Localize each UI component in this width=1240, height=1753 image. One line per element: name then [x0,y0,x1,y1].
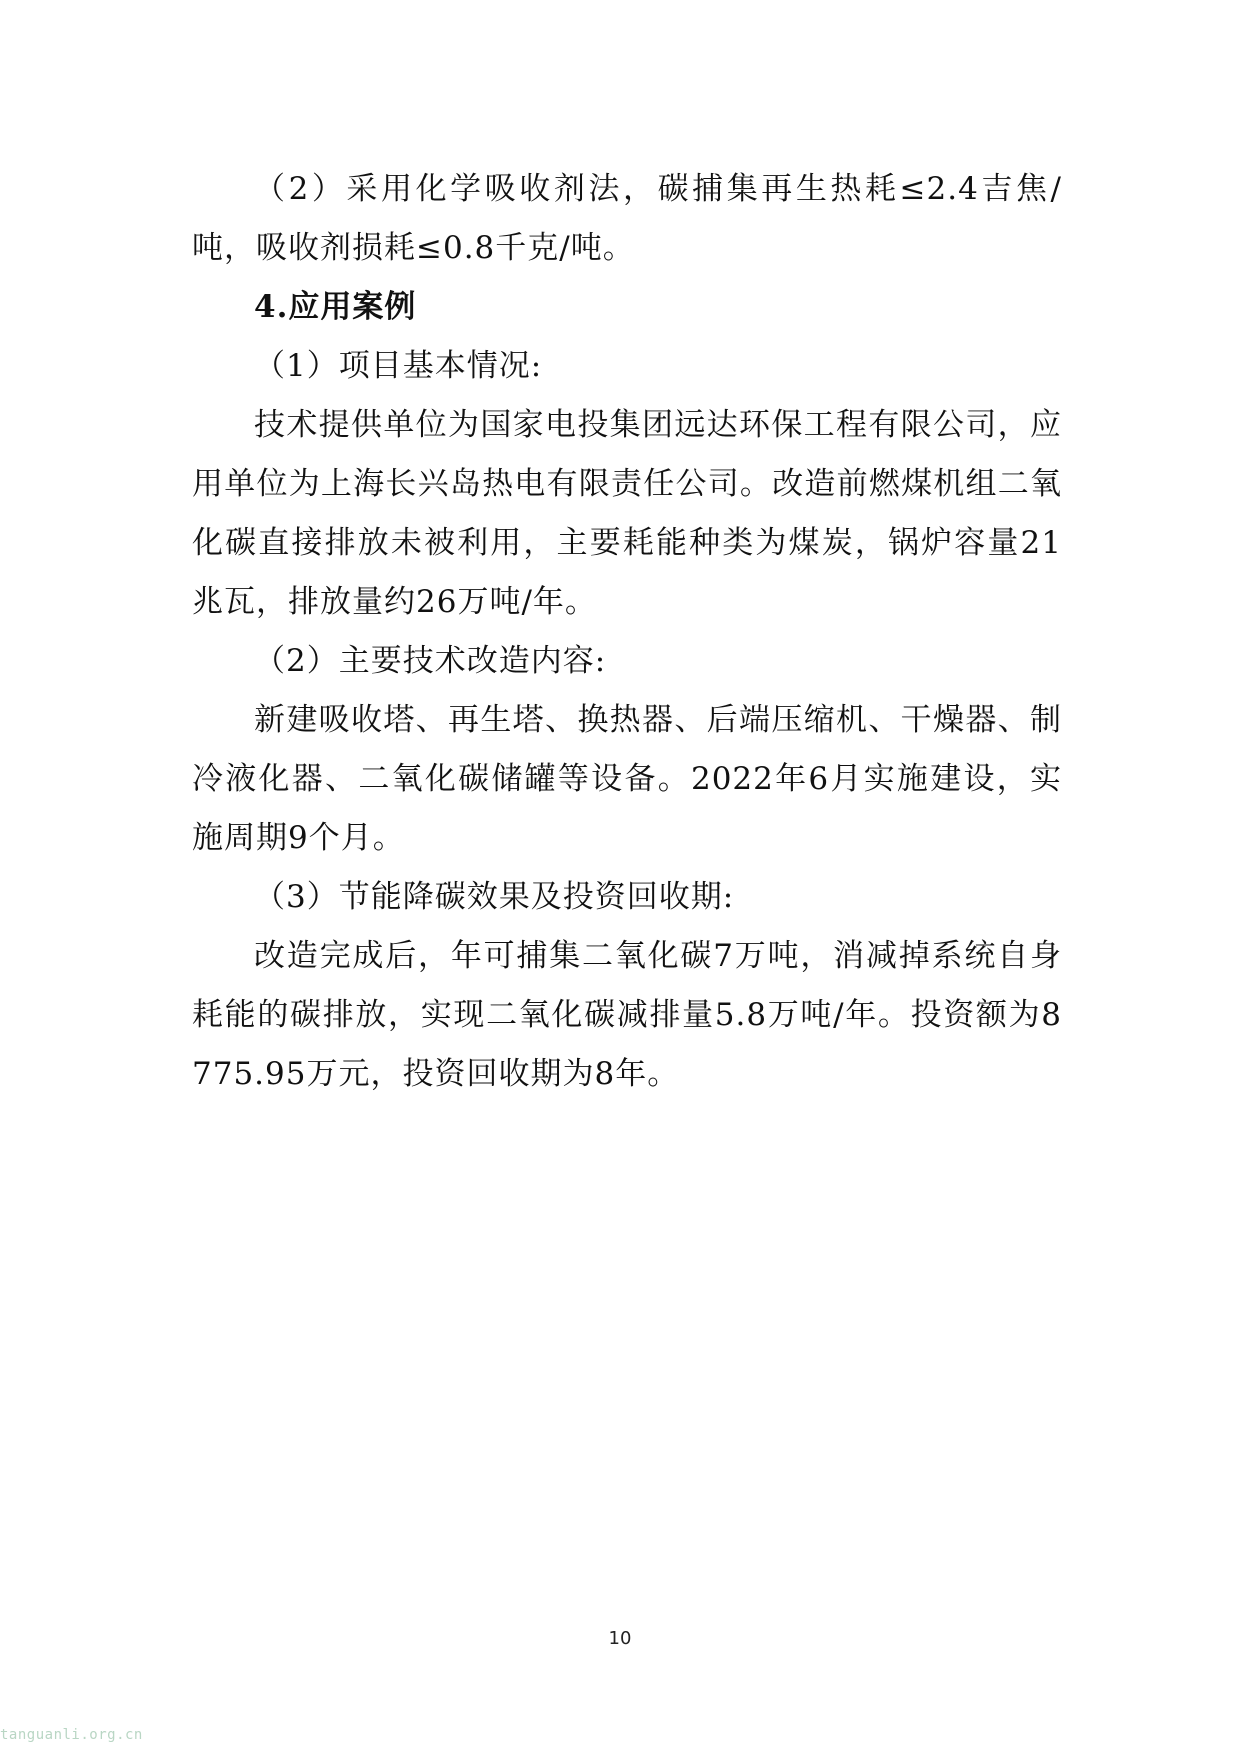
paragraph-retrofit-content: 新建吸收塔、再生塔、换热器、后端压缩机、干燥器、制冷液化器、二氧化碳储罐等设备。2022年6月实施建设，实施周期9个月。 [192,702,1062,856]
subheading-effect-payback: （3）节能降碳效果及投资回收期: [254,879,735,915]
subheading-retrofit-content: （2）主要技术改造内容: [254,643,607,679]
paragraph-project-basics: 技术提供单位为国家电投集团远达环保工程有限公司，应用单位为上海长兴岛热电有限责任公司。改造前燃煤机组二氧化碳直接排放未被利用，主要耗能种类为煤炭，锅炉容量21兆瓦，排放量约26万吨/年。 [192,407,1062,620]
section-heading-application-case: 4.应用案例 [254,289,417,325]
paragraph-effect-payback: 改造完成后，年可捕集二氧化碳7万吨，消减掉系统自身耗能的碳排放，实现二氧化碳减排量5.8万吨/年。投资额为8775.95万元，投资回收期为8年。 [192,938,1062,1092]
paragraph-absorbent-method: （2）采用化学吸收剂法，碳捕集再生热耗≤2.4吉焦/吨，吸收剂损耗≤0.8千克/吨。 [192,171,1062,266]
subheading-project-basics: （1）项目基本情况: [254,348,543,384]
document-body [192,160,1062,1104]
site-watermark: tanguanli.org.cn [0,1727,143,1743]
page-number: 10 [608,1628,632,1649]
